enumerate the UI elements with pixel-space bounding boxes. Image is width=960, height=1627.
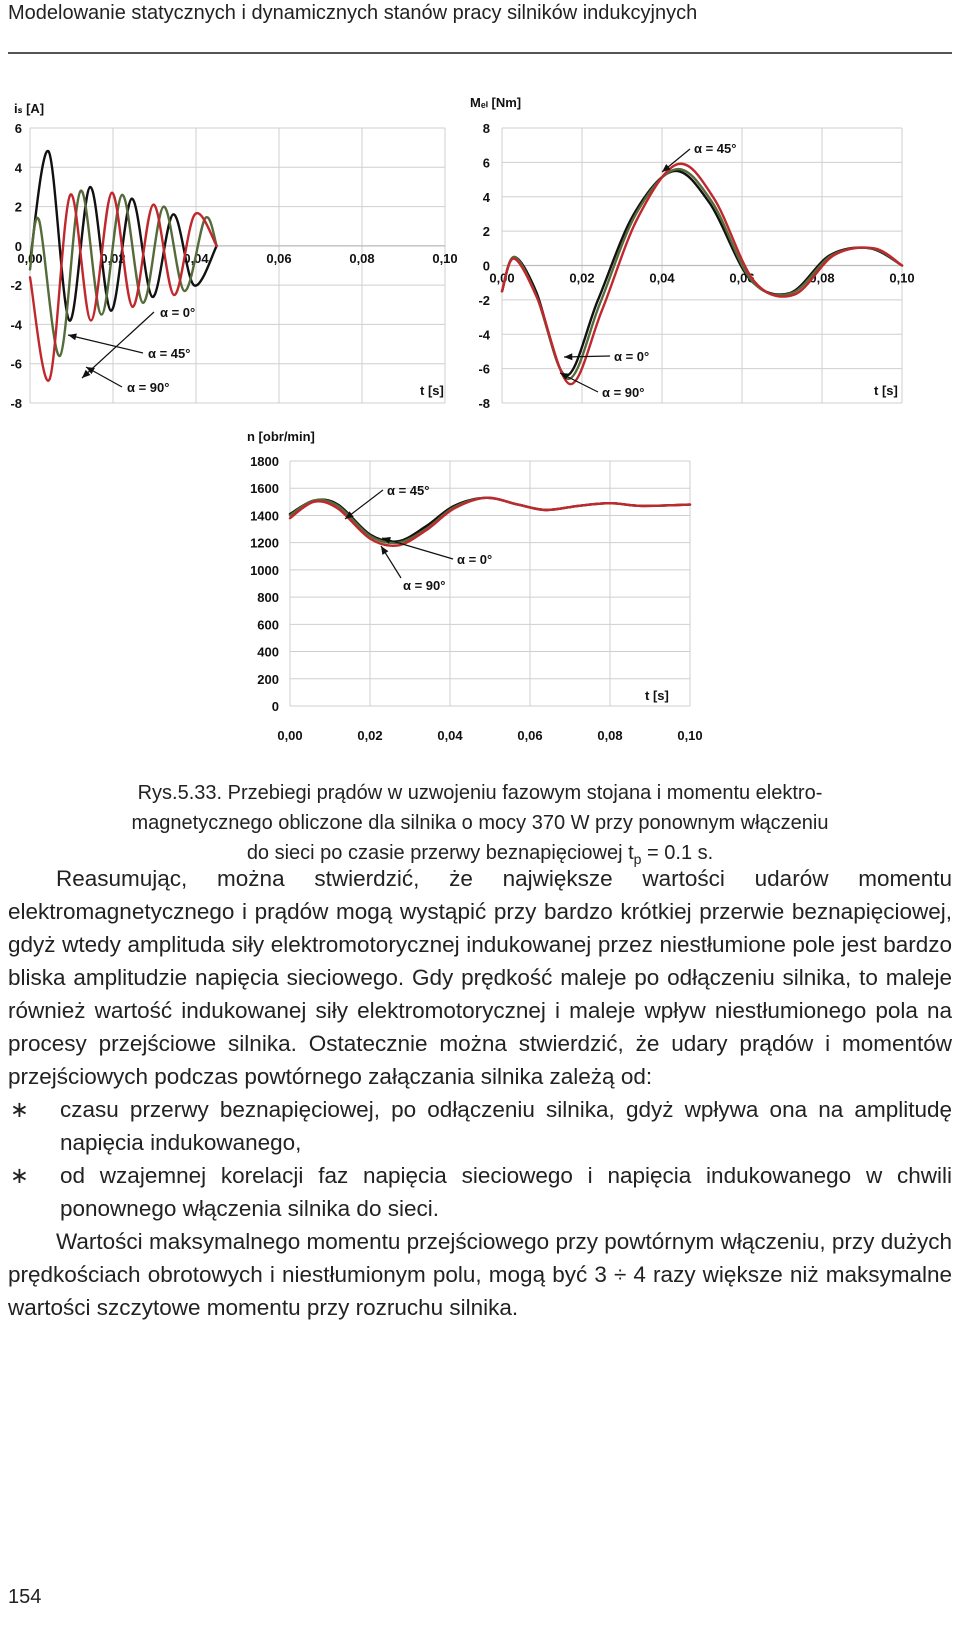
y-tick-label: -8 [10,396,22,411]
annotation-label: α = 90° [403,578,446,593]
y-tick-label: 4 [482,189,490,205]
header-rule [8,52,952,54]
y-tick-label: 6 [482,155,490,171]
x-axis-label: t [s] [874,383,898,398]
y-tick-label: 1600 [250,481,279,497]
caption-line-2: magnetycznego obliczone dla silnika o mocy 370 W przy ponownym włączeniu [131,812,829,834]
x-tick-label: 0,10 [889,270,915,286]
annotation-label: α = 45° [148,346,191,361]
x-tick-label: 0,04 [437,728,463,743]
x-tick-label: 0,02 [100,250,126,266]
x-tick-label: 0,00 [277,728,303,743]
x-tick-label: 0,04 [649,270,675,286]
y-tick-label: -8 [478,396,490,411]
caption-line-3-end: = 0.1 s. [641,842,714,864]
page-number: 154 [8,1586,42,1608]
annotation-label: α = 45° [387,483,430,498]
x-tick-label: 0,08 [809,270,835,286]
x-axis-label: t [s] [420,383,444,398]
x-tick-label: 0,10 [677,728,703,743]
y-tick-label: -6 [10,356,22,372]
x-tick-label: 0,08 [597,728,623,743]
series-line [290,498,690,546]
y-tick-label: -2 [478,292,490,308]
x-tick-label: 0,00 [489,270,515,286]
annotation-label: α = 90° [127,380,170,395]
y-axis-label: iₛ [A] [14,101,45,116]
x-tick-label: 0,06 [266,250,292,266]
x-tick-label: 0,06 [517,728,543,743]
bullet-item-1 [8,1093,952,1159]
body-text [8,862,952,1324]
caption-subscript: p [633,851,642,867]
y-tick-label: 0 [271,699,279,714]
y-tick-label: 400 [257,644,279,660]
x-tick-label: 0,10 [432,250,458,266]
bullet-item-2 [8,1159,952,1225]
running-header: Modelowanie statycznych i dynamicznych stanów pracy silników indukcyjnych [8,2,698,24]
bullet-text-2: od wzajemnej korelacji faz napięcia sieciowego i napięcia indukowanego w chwili ponownego włączenia silnika do sieci. [60,1163,952,1221]
torque-chart [462,95,942,415]
y-tick-label: 1200 [250,535,279,551]
x-tick-label: 0,02 [569,270,595,286]
speed-chart [235,428,705,758]
y-tick-label: 0 [14,238,22,254]
y-tick-label: 6 [14,121,22,136]
caption-line-3-text: do sieci po czasie przerwy beznapięciowej t [246,842,634,864]
annotation-label: α = 45° [694,141,737,156]
y-tick-label: 200 [257,671,279,687]
x-tick-label: 0,08 [349,250,375,266]
annotation-label: α = 90° [602,385,645,400]
bullet-text-1: czasu przerwy beznapięciowej, po odłączeniu silnika, gdyż wpływa ona na amplitudę napięcia indukowanego, [60,1097,952,1155]
annotation-label: α = 0° [457,552,493,567]
y-tick-label: 2 [14,199,22,215]
x-tick-label: 0,02 [357,728,383,743]
y-tick-label: 0 [482,258,490,274]
y-tick-label: -6 [478,361,490,377]
y-tick-label: 800 [257,590,279,606]
y-tick-label: -4 [478,327,490,343]
asterisk-bullet-icon: ∗ [10,1163,29,1188]
x-tick-label: 0,04 [183,250,209,266]
caption-line-1: Rys.5.33. Przebiegi prądów w uzwojeniu fazowym stojana i momentu elektro- [137,782,823,804]
asterisk-bullet-icon: ∗ [10,1097,29,1122]
y-tick-label: 1400 [250,508,279,524]
paragraph-2: Wartości maksymalnego momentu przejściowego przy powtórnym włączeniu, przy dużych prędkościach obrotowych i niestłumionym polu, mogą być 3 ÷ 4 razy większe niż maksymalne wartości szczytowe momentu przy rozruchu silnika. [8,1229,952,1320]
y-tick-label: 1800 [250,454,279,469]
arrowhead-icon [381,546,388,555]
y-axis-label: n [obr/min] [247,429,315,444]
y-tick-label: 4 [14,160,22,176]
y-tick-label: 2 [482,224,490,240]
arrowhead-icon [68,334,77,341]
x-tick-label: 0,00 [17,250,43,266]
series-line [502,171,902,376]
annotation-arrow [68,335,143,353]
current-chart [0,95,470,415]
y-tick-label: -4 [10,317,22,333]
x-tick-label: 0,06 [729,270,755,286]
series-line [502,169,902,379]
y-tick-label: 1000 [250,562,279,578]
annotation-arrow [382,538,453,559]
y-tick-label: -2 [10,278,22,294]
annotation-label: α = 0° [614,349,650,364]
y-tick-label: 600 [257,617,279,633]
figure-caption [0,778,960,874]
y-axis-label: Mₑₗ [Nm] [470,95,522,110]
x-axis-label: t [s] [645,688,669,703]
annotation-label: α = 0° [160,305,196,320]
paragraph-1: Reasumując, można stwierdzić, że największe wartości udarów momentu elektromagnetycznego i prądów mogą wystąpić przy bardzo krótkiej przerwie beznapięciowej, gdyż wtedy amplituda siły elektromotorycznej indukowanej przez niestłumione pole jest bardzo bliska amplitudzie napięcia sieciowego. Gdy prędkość maleje po odłączeniu silnika, to maleje również wartość indukowanej siły elektromotorycznej i maleje wpływ niestłumionego pola na procesy przejściowe silnika. Ostatecznie można stwierdzić, że udary prądów i momentów przejściowych podczas powtórnego załączania silnika zależą od: [8,866,952,1089]
y-tick-label: 8 [482,121,490,136]
arrowhead-icon [564,353,572,360]
